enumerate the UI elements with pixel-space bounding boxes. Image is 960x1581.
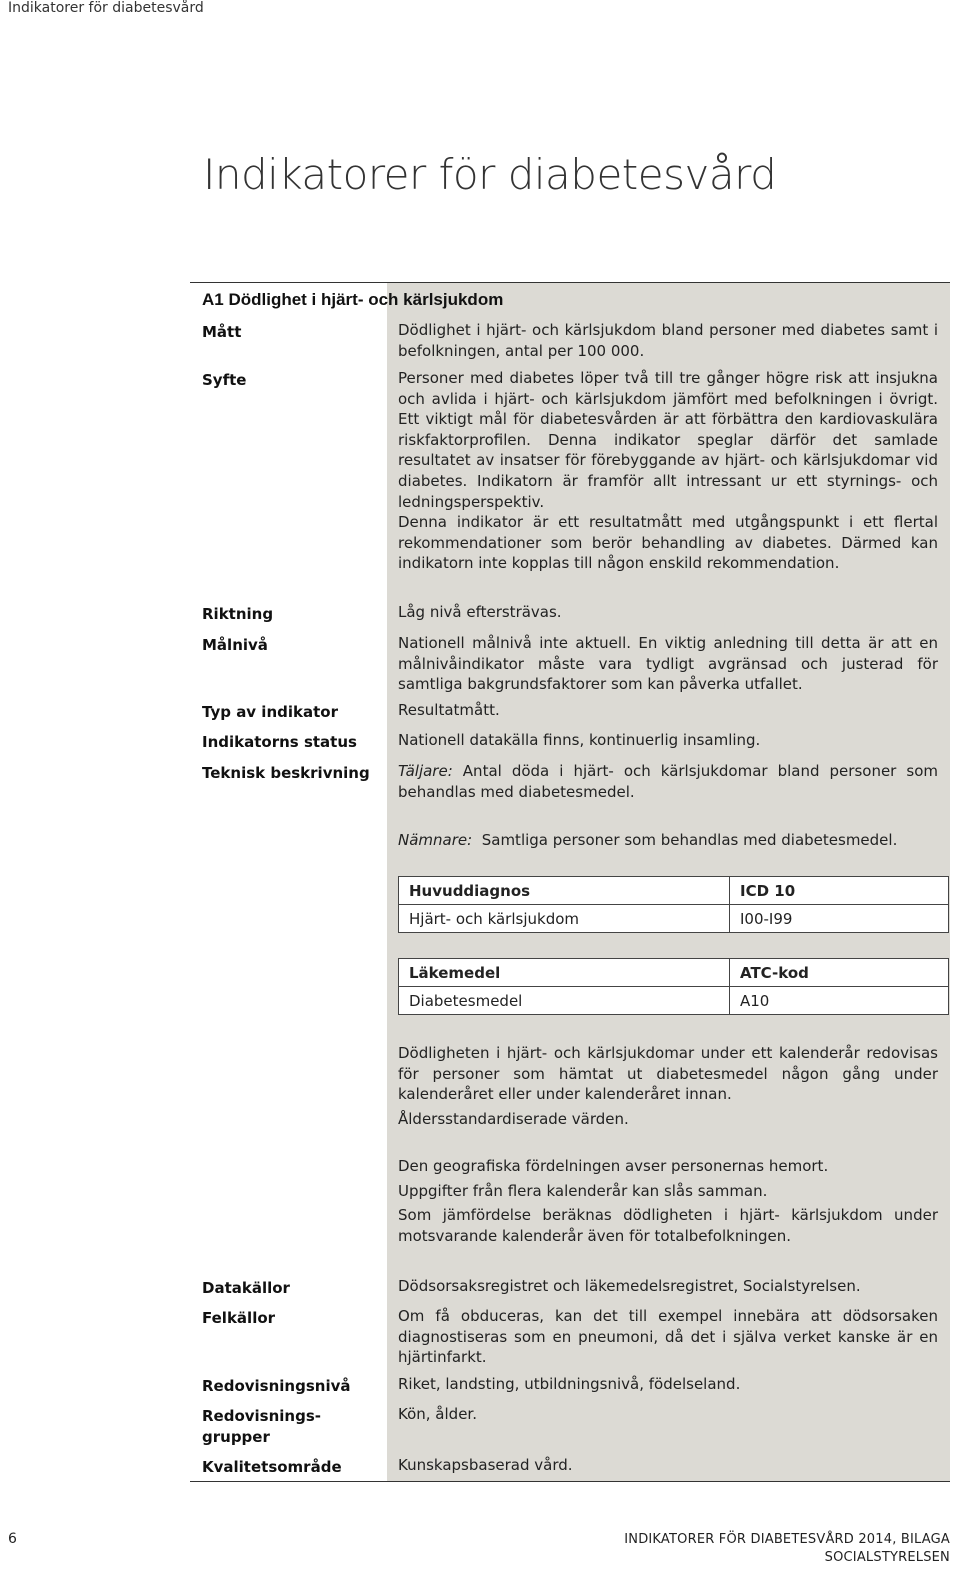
value-riktning: Låg nivå eftersträvas. — [398, 603, 562, 621]
taljare-text: Antal döda i hjärt- och kärlsjukdomar bland personer som behandlas med diabetesmedel. — [398, 762, 938, 801]
teknisk-paragraph-1: Dödligheten i hjärt- och kärlsjukdomar under ett kalenderår redovisas för personer som hämtat ut diabetesmedel någon gång under kalenderåret eller under kalenderåret innan. — [398, 1044, 938, 1104]
value-teknisk-details-2 — [398, 1156, 938, 1246]
teknisk-paragraph-4: Uppgifter från flera kalenderår kan slås samman. — [398, 1181, 768, 1200]
icd-table — [398, 876, 949, 933]
running-head: Indikatorer för diabetesvård — [8, 0, 204, 16]
taljare-label: Täljare: — [398, 762, 453, 780]
namnare-label: Nämnare: — [398, 831, 473, 849]
indicator-box — [190, 282, 950, 1482]
top-rule — [190, 282, 950, 283]
footer-line-1: INDIKATORER FÖR DIABETESVÅRD 2014, BILAGA — [624, 1532, 950, 1547]
value-felkallor: Om få obduceras, kan det till exempel innebära att dödsorsaken diagnostiseras som en pneumoni, då det i själva verket kanske är en hjärtinfarkt. — [398, 1307, 938, 1367]
icd-table-cell-code: I00-I99 — [730, 905, 949, 933]
document-title: Indikatorer för diabetesvård — [203, 150, 777, 199]
value-redovisningsgrupper: Kön, ålder. — [398, 1405, 477, 1423]
icd-table-header-diagnosis: Huvuddiagnos — [399, 877, 730, 905]
icd-table-header-code: ICD 10 — [730, 877, 949, 905]
value-status: Nationell datakälla finns, kontinuerlig insamling. — [398, 731, 761, 749]
value-namnare — [398, 830, 938, 851]
label-datakallor: Datakällor — [202, 1279, 290, 1297]
bottom-rule — [190, 1481, 950, 1482]
value-datakallor: Dödsorsaksregistret och läkemedelsregistret, Socialstyrelsen. — [398, 1277, 861, 1295]
section-title: A1 Dödlighet i hjärt- och kärlsjukdom — [202, 290, 504, 309]
label-riktning: Riktning — [202, 605, 274, 623]
value-teknisk-details-1 — [398, 1043, 938, 1129]
teknisk-paragraph-2: Åldersstandardiserade värden. — [398, 1109, 629, 1128]
icd-table-cell-diagnosis: Hjärt- och kärlsjukdom — [399, 905, 730, 933]
value-typ: Resultatmått. — [398, 701, 500, 719]
value-kvalitetsomrade: Kunskapsbaserad vård. — [398, 1456, 573, 1474]
atc-table-header-drug: Läkemedel — [399, 959, 730, 987]
atc-table — [398, 958, 949, 1015]
namnare-text: Samtliga personer som behandlas med diabetesmedel. — [481, 831, 898, 849]
value-syfte — [398, 368, 938, 574]
value-matt: Dödlighet i hjärt- och kärlsjukdom bland personer med diabetes samt i befolkningen, antal per 100 000. — [398, 321, 938, 360]
footer-line-2: SOCIALSTYRELSEN — [824, 1550, 950, 1565]
label-malniva: Målnivå — [202, 636, 268, 654]
label-teknisk: Teknisk beskrivning — [202, 764, 370, 782]
atc-table-header-code: ATC-kod — [730, 959, 949, 987]
value-malniva: Nationell målnivå inte aktuell. En viktig anledning till detta är att en målnivåindikator måste vara tydligt avgränsad och justerad för samtliga bakgrundsfaktorer som kan påverka utfallet. — [398, 634, 938, 694]
teknisk-paragraph-3: Den geografiska fördelningen avser personernas hemort. — [398, 1157, 829, 1175]
label-syfte: Syfte — [202, 371, 247, 389]
footer-title — [624, 1531, 950, 1567]
value-taljare — [398, 761, 938, 802]
label-redovisningsgrupper: Redovisnings-grupper — [202, 1407, 322, 1446]
label-typ: Typ av indikator — [202, 703, 338, 721]
syfte-paragraph-2: Denna indikator är ett resultatmått med utgångspunkt i ett flertal rekommendationer som berör behandling av diabetes. Därmed kan indikatorn inte kopplas till någon enskild rekommendation. — [398, 513, 938, 573]
teknisk-paragraph-5: Som jämfördelse beräknas dödligheten i hjärt- kärlsjukdom under motsvarande kalenderår även för totalbefolkningen. — [398, 1206, 938, 1245]
label-status: Indikatorns status — [202, 733, 357, 751]
syfte-paragraph-1: Personer med diabetes löper två till tre gånger högre risk att insjukna och avlida i hjärt- och kärlsjukdom jämfört med befolkningen i övrigt. Ett viktigt mål för diabetesvården är att förbättra den kardiovaskulära riskfaktorprofilen. Denna indikator speglar därför det samlade resultatet av insatser för förebyggande av hjärt- och kärlsjukdomar vid diabetes. Indikatorn är framför allt intressant ur ett styrnings- och ledningsperspektiv. — [398, 369, 938, 511]
value-redovisningsniva: Riket, landsting, utbildningsnivå, födelseland. — [398, 1375, 741, 1393]
page-number: 6 — [8, 1531, 17, 1547]
label-matt: Mått — [202, 323, 242, 341]
label-redovisningsniva: Redovisningsnivå — [202, 1377, 351, 1395]
atc-table-cell-drug: Diabetesmedel — [399, 987, 730, 1015]
label-felkallor: Felkällor — [202, 1309, 276, 1327]
label-kvalitetsomrade: Kvalitetsområde — [202, 1458, 342, 1476]
atc-table-cell-code: A10 — [730, 987, 949, 1015]
